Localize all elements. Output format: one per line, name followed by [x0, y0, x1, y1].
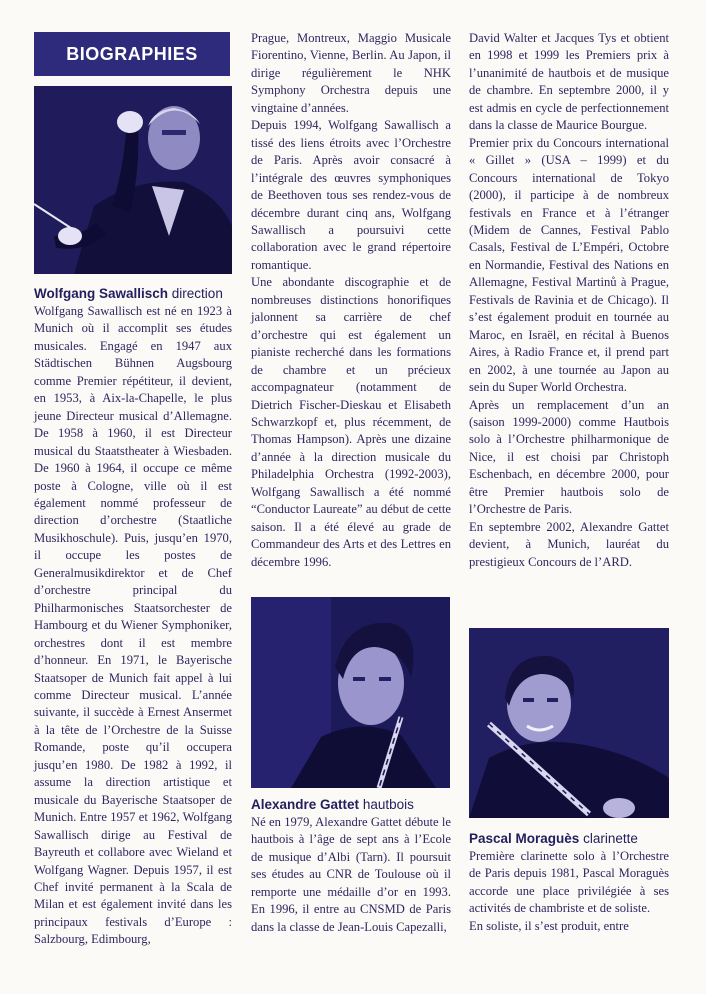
section-title: BIOGRAPHIES: [66, 43, 198, 64]
moragues-bio-paragraph-1: Première clarinette solo à l’Orchestre de Paris depuis 1981, Pascal Moraguès accorde une place privilégiée à ses activités de chambriste et de soliste.: [469, 849, 669, 916]
moragues-role: clarinette: [583, 831, 638, 846]
moragues-photo: [469, 628, 669, 818]
sawallisch-bio-paragraph-2b: Depuis 1994, Wolfgang Sawallisch a tissé des liens étroits avec l’Orchestre de Paris. Après avoir consacré à l’intégrale des œuvres symphoniques de Beethoven tous ses rendez-vous de décembre durant cinq ans, Wolfgang Sawallisch a poursuivi cette collaboration avec le grand répertoire romantique.: [251, 118, 451, 272]
gattet-bio-col3: [469, 30, 669, 571]
sawallisch-bio-col1: [34, 303, 232, 949]
moragues-name-line: [469, 831, 638, 846]
gattet-bio-paragraph-5: En septembre 2002, Alexandre Gattet devient, à Munich, lauréat du prestigieux Concours de l’ARD.: [469, 519, 669, 569]
sawallisch-bio-paragraph-2a: Prague, Montreux, Maggio Musicale Fiorentino, Vienne, Berlin. Au Japon, il dirige régulièrement le NHK Symphony Orchestra depuis une vingtaine d’années.: [251, 31, 451, 115]
section-header: [34, 32, 230, 76]
moragues-bio-paragraph-2: En soliste, il s’est produit, entre: [469, 918, 629, 933]
sawallisch-name: Wolfgang Sawallisch: [34, 286, 169, 301]
gattet-role: hautbois: [362, 797, 414, 812]
sawallisch-photo-image: [34, 86, 232, 274]
gattet-name-line: [251, 797, 414, 812]
sawallisch-bio-col2: [251, 30, 451, 571]
gattet-name: Alexandre Gattet: [251, 797, 360, 812]
gattet-bio-col2: [251, 814, 451, 936]
moragues-bio: [469, 848, 669, 935]
sawallisch-name-line: [34, 286, 223, 301]
gattet-photo-image: [251, 597, 450, 788]
gattet-photo: [251, 597, 450, 788]
sawallisch-bio-paragraph: Wolfgang Sawallisch est né en 1923 à Munich où il accomplit ses études musicales. Engagé en 1947 aux Städtischen Bühnen Augsbourg comme Premier répétiteur, il devient, en 1953, à Aix-la-Chapelle, le plus jeune Directeur musical d’Allemagne. De 1958 à 1960, il est Directeur musical du Staatstheater à Wiesbaden. De 1960 à 1964, il occupe ce même poste à Cologne, ville où il est également nommé professeur de direction d’orchestre (Staatliche Musikhoschule). Puis, jusqu’en 1970, il occupe les postes de Generalmusikdirektor et de Chef d’orchestre principal du Philharmonisches Staatsorchester de Hambourg et du Wiener Symphoniker, orchestres dont il est membre d’honneur. En 1971, le Bayerische Staatsoper de Munich fait appel à lui comme Directeur musical. L’année suivante, il succède à Ernest Ansermet à la tête de l’Orchestre de la Suisse Romande, poste qu’il occupera jusqu’en 1980. De 1982 à 1992, il assume la direction artistique et musicale du Bayerische Staatsoper de Munich. Entre 1957 et 1962, Wolfgang Sawallisch dirige au Festival de Bayreuth et collabore avec Wieland et Wolfgang Wagner. Depuis 1957, il est Chef invité permanent à la Scala de Milan et est également invité dans les principaux festivals d’Europe : Salzbourg, Edimbourg,: [34, 304, 232, 947]
sawallisch-photo: [34, 86, 232, 274]
gattet-bio-paragraph-3: Premier prix du Concours international « Gillet » (USA – 1999) et du Concours international de Tokyo (2000), il participe à de nombreux festivals en France et à l’étranger (Midem de Cannes, Festival Pablo Casals, Festival de L’Empéri, Octobre en Normandie, Festival des Nations en Allemagne, Festival Martinů à Prague, Festivals de Ravinia et de Chicago). Il s’est également produit en tournée au Maroc, en Israël, en récital à Buenos Aires, à Radio France et, il prend part en 2002, à une tournée au Japon au sein du Super World Orchestra.: [469, 135, 669, 395]
gattet-bio-paragraph-4: Après un remplacement d’un an (saison 1999-2000) comme Hautbois solo à l’Orchestre philharmonique de Nice, il est choisi par Christoph Eschenbach, en décembre 2000, pour être Premier hautbois solo de l’Orchestre de Paris.: [469, 397, 669, 517]
sawallisch-role: direction: [171, 286, 223, 301]
gattet-bio-paragraph-1: Né en 1979, Alexandre Gattet débute le hautbois à l’âge de sept ans à l’Ecole de musique d’Albi (Tarn). Il poursuit ses études au CNR de Toulouse où il remporte une médaille d’or en 1993. En 1996, il entre au CNSMD de Paris dans la classe de Jean-Louis Capezalli,: [251, 815, 451, 934]
gattet-bio-paragraph-2: David Walter et Jacques Tys et obtient en 1998 et 1999 les Premiers prix à l’unanimité de hautbois et de musique de chambre. En septembre 2000, il y est admis en cycle de perfectionnement dans la classe de Maurice Bourgue.: [469, 31, 669, 133]
moragues-name: Pascal Moraguès: [469, 831, 580, 846]
sawallisch-bio-paragraph-2c: Une abondante discographie et de nombreuses distinctions honorifiques jalonnent sa carrière de chef d’orchestre qui est également un pianiste recherché dans les formations de chambre et un précieux accompagnateur (notamment de Dietrich Fischer-Dieskau et Elisabeth Schwarzkopf et, plus récemment, de Thomas Hampson). Après une dizaine d’année à la direction musicale du Philadelphia Orchestra (1992-2003), Wolfgang Sawallisch a été nommé “Conductor Laureate” au début de cette saison. Il a été élevé au grade de Commandeur des Arts et des Lettres en décembre 1996.: [251, 275, 451, 569]
moragues-photo-image: [469, 628, 669, 818]
